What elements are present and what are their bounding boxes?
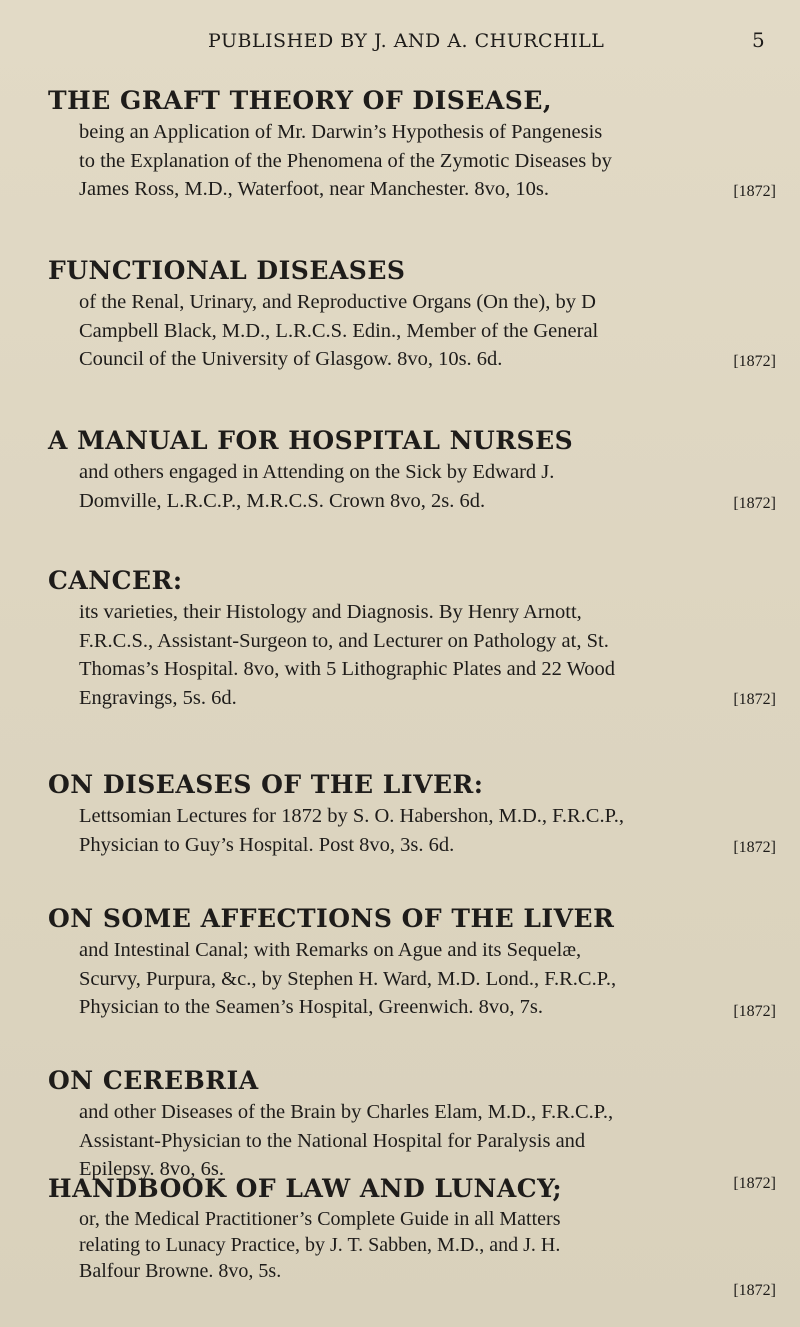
body-line: or, the Medical Practitioner’s Complete Guide in all Matters <box>79 1208 561 1230</box>
entry-title: FUNCTIONAL DISEASES <box>48 256 406 285</box>
entry-functional-diseases <box>48 254 776 374</box>
body-line: F.R.C.S., Assistant-Surgeon to, and Lecturer on Pathology at, St. <box>79 629 609 652</box>
entry-title: HANDBOOK OF LAW AND LUNACY; <box>48 1174 563 1203</box>
body-line: its varieties, their Histology and Diagnosis. By Henry Arnott, <box>79 601 582 623</box>
entry-affections-of-liver <box>48 902 776 1022</box>
body-line: Epilepsy. 8vo, 6s. <box>79 1158 225 1180</box>
year-label: [1872] <box>733 495 776 512</box>
entry-body <box>79 936 776 1022</box>
year-label: [1872] <box>733 1003 776 1020</box>
entry-body <box>79 802 776 859</box>
entry-title: ON SOME AFFECTIONS OF THE LIVER <box>48 904 615 933</box>
entry-manual-hospital-nurses <box>48 424 776 515</box>
body-line: Campbell Black, M.D., L.R.C.S. Edin., Member of the General <box>79 319 599 342</box>
entry-body <box>79 288 776 374</box>
entry-cancer <box>48 564 776 712</box>
body-line: Assistant-Physician to the National Hospital for Paralysis and <box>79 1129 586 1152</box>
body-line: and other Diseases of the Brain by Charles Elam, M.D., F.R.C.P., <box>79 1101 614 1123</box>
entry-title: ON CEREBRIA <box>48 1066 259 1095</box>
year-label: [1872] <box>733 1175 776 1192</box>
entry-diseases-of-liver <box>48 768 776 859</box>
running-head: PUBLISHED BY J. AND A. CHURCHILL <box>208 30 605 52</box>
body-line: and others engaged in Attending on the Sick by Edward J. <box>79 461 555 483</box>
body-line: Domville, L.R.C.P., M.R.C.S. Crown 8vo, 2s. 6d. <box>79 489 486 512</box>
entry-body <box>79 598 776 712</box>
body-line: Balfour Browne. 8vo, 5s. <box>79 1260 282 1282</box>
entry-title: CANCER: <box>48 566 183 595</box>
year-label: [1872] <box>733 1282 776 1299</box>
body-line: Council of the University of Glasgow. 8vo, 10s. 6d. <box>79 348 503 370</box>
body-line: Scurvy, Purpura, &c., by Stephen H. Ward, M.D. Lond., F.R.C.P., <box>79 967 617 990</box>
entry-title: ON DISEASES OF THE LIVER: <box>48 770 484 799</box>
page-number: 5 <box>752 28 765 52</box>
body-line: Thomas’s Hospital. 8vo, with 5 Lithographic Plates and 22 Wood <box>79 658 616 680</box>
year-label: [1872] <box>733 353 776 370</box>
entry-body <box>79 458 776 515</box>
body-line: of the Renal, Urinary, and Reproductive Organs (On the), by D <box>79 291 596 313</box>
entry-title: THE GRAFT THEORY OF DISEASE, <box>48 86 553 115</box>
body-line: being an Application of Mr. Darwin’s Hypothesis of Pangenesis <box>79 121 603 143</box>
year-label: [1872] <box>733 183 776 200</box>
body-line: Engravings, 5s. 6d. <box>79 686 237 709</box>
body-line: Physician to the Seamen’s Hospital, Greenwich. 8vo, 7s. <box>79 996 544 1018</box>
entry-body <box>79 1206 776 1299</box>
year-label: [1872] <box>733 691 776 708</box>
body-line: and Intestinal Canal; with Remarks on Ague and its Sequelæ, <box>79 939 582 961</box>
body-line: Lettsomian Lectures for 1872 by S. O. Habershon, M.D., F.R.C.P., <box>79 805 624 827</box>
body-line: relating to Lunacy Practice, by J. T. Sabben, M.D., and J. H. <box>79 1234 561 1256</box>
body-line: Physician to Guy’s Hospital. Post 8vo, 3s. 6d. <box>79 833 455 856</box>
body-line: to the Explanation of the Phenomena of the Zymotic Diseases by <box>79 149 612 172</box>
entry-body <box>79 118 776 204</box>
entry-graft-theory <box>48 84 776 204</box>
entry-law-and-lunacy <box>48 1172 776 1299</box>
entry-title: A MANUAL FOR HOSPITAL NURSES <box>48 426 574 455</box>
year-label: [1872] <box>733 839 776 856</box>
body-line: James Ross, M.D., Waterfoot, near Manchester. 8vo, 10s. <box>79 178 549 200</box>
